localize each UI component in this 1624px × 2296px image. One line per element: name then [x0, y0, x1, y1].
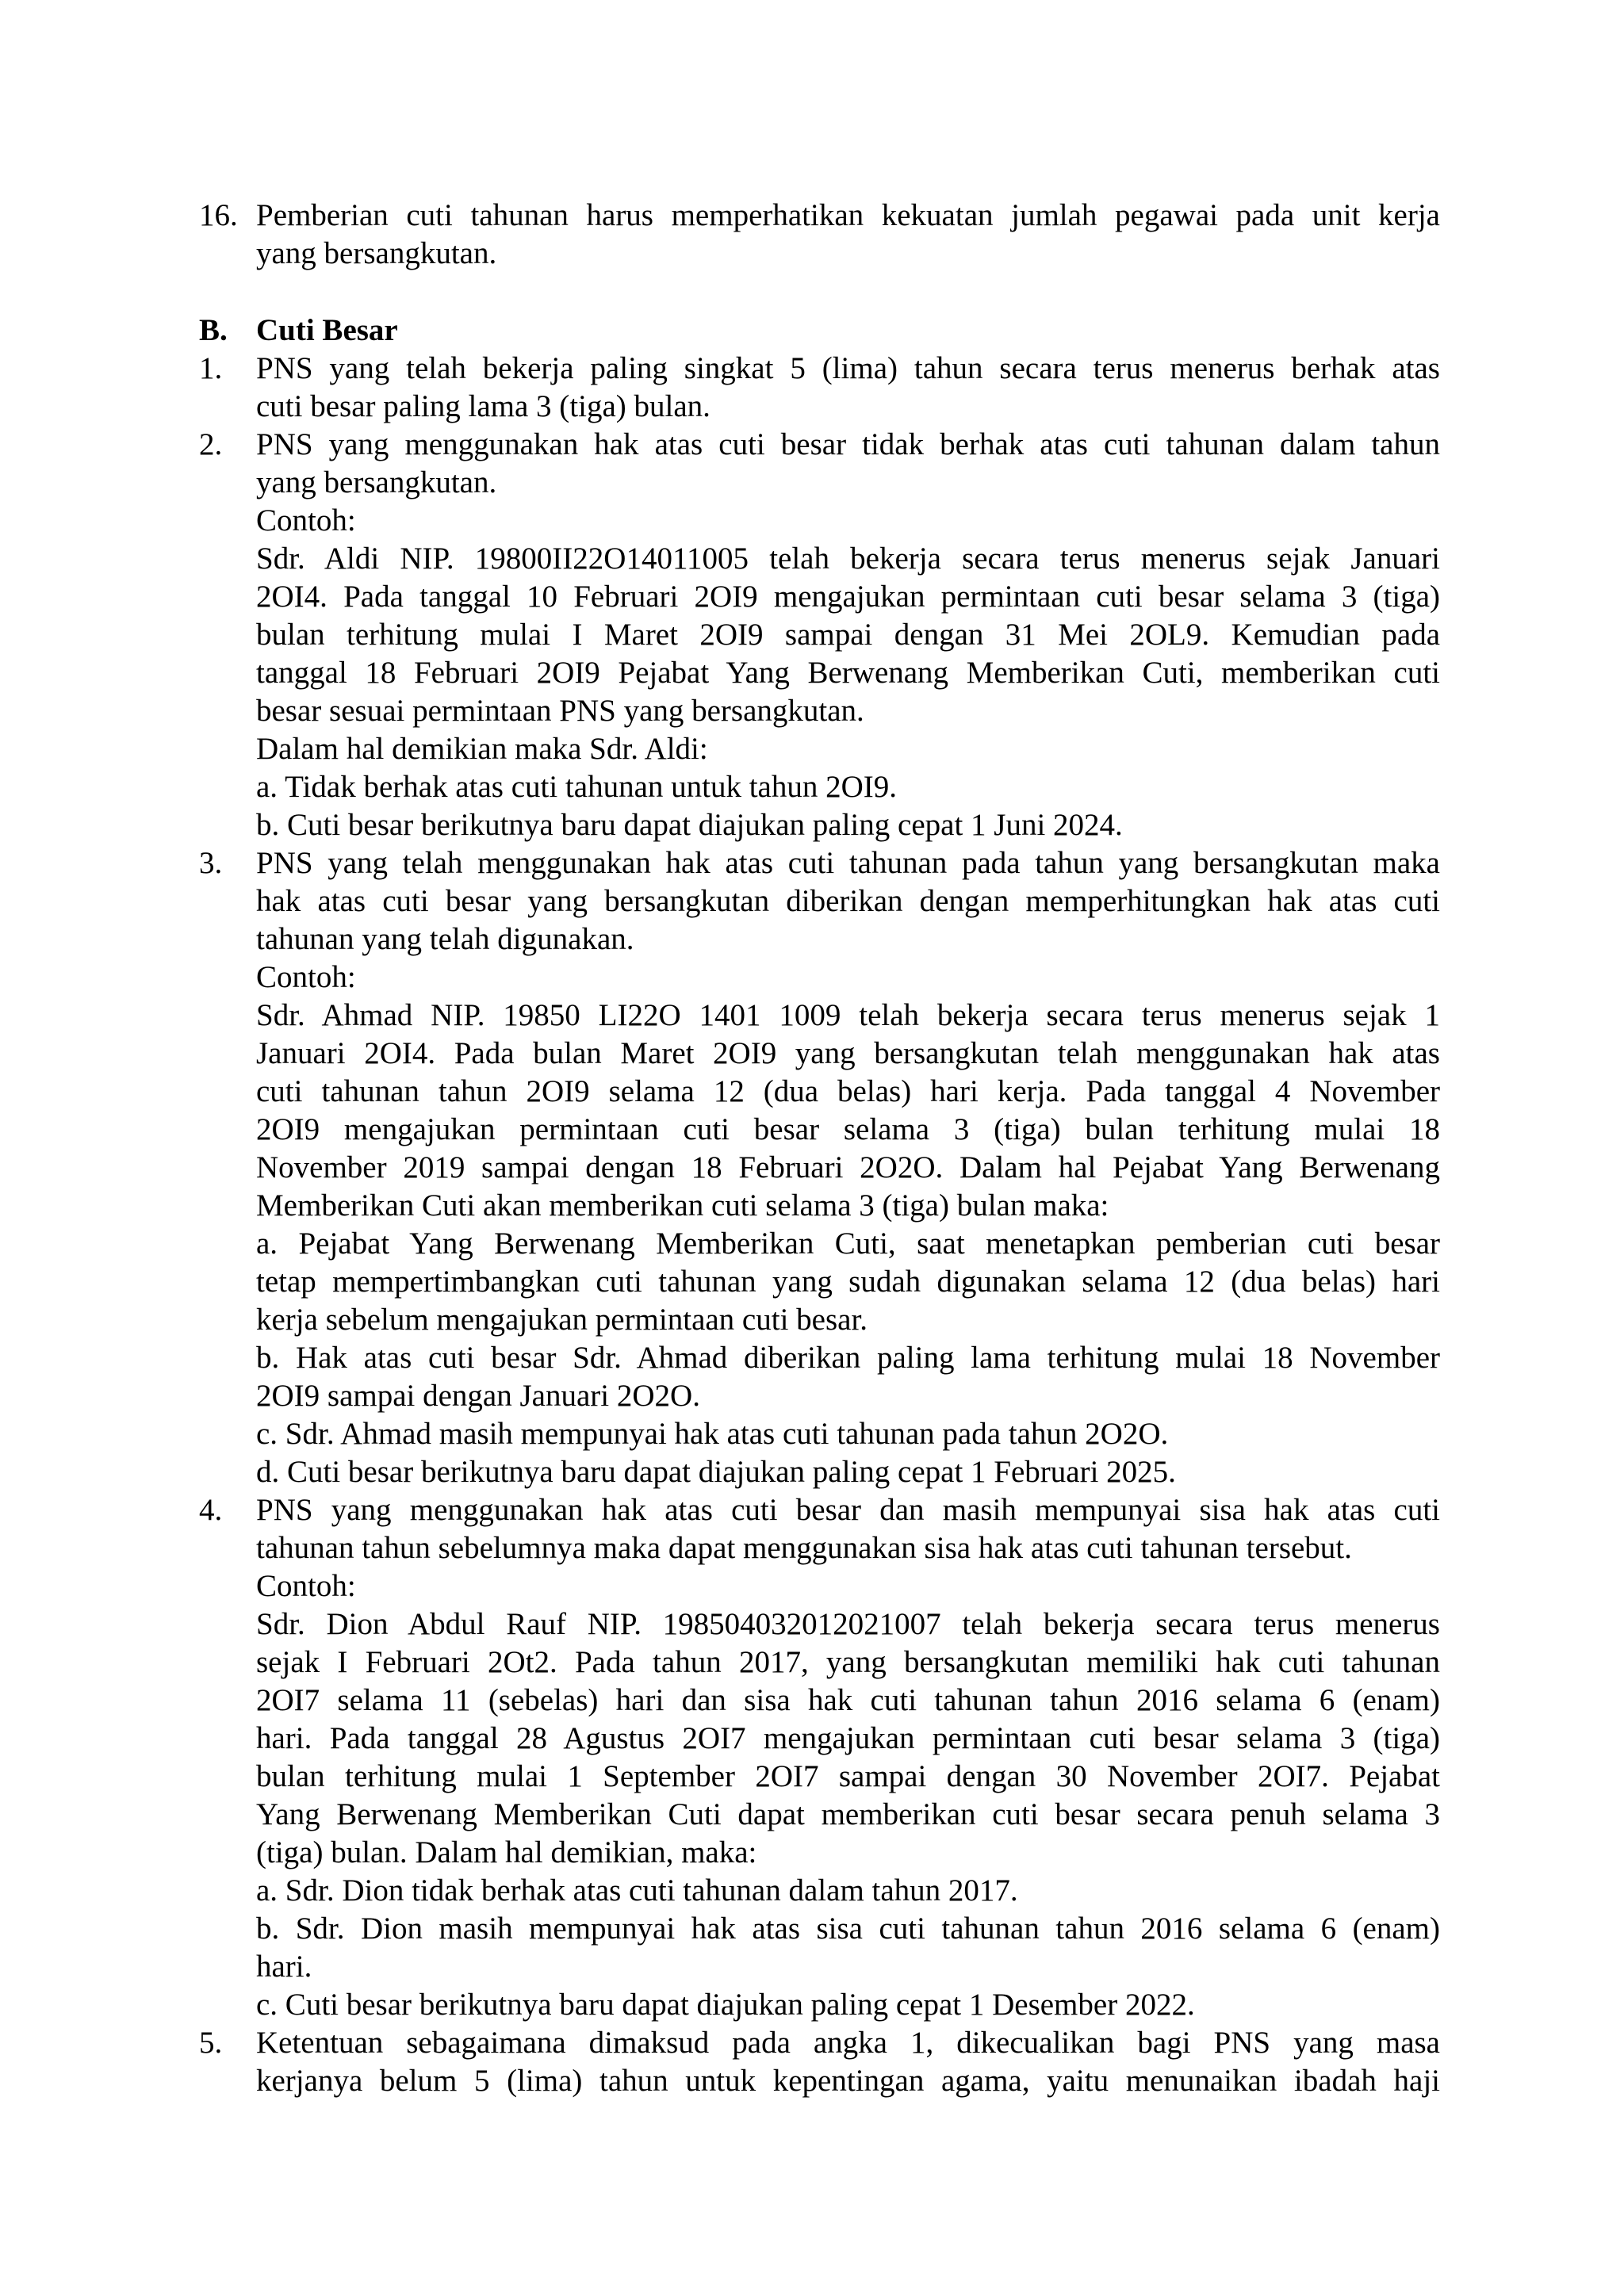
sub-item: 2OI9 sampai dengan Januari 2O2O.	[256, 1379, 700, 1413]
sub-item: c. Sdr. Ahmad masih mempunyai hak atas cuti tahunan pada tahun 2O2O.	[256, 1417, 1169, 1451]
example-line: Yang Berwenang Memberikan Cuti dapat memberikan cuti besar secara penuh selama 3	[256, 1797, 1440, 1831]
item-number: 1.	[199, 351, 223, 385]
example-line: 2OI7 selama 11 (sebelas) hari dan sisa hak cuti tahunan tahun 2016 selama 6 (enam)	[256, 1683, 1440, 1717]
example-line: November 2019 sampai dengan 18 Februari 2O2O. Dalam hal Pejabat Yang Berwenang	[256, 1150, 1440, 1184]
example-line: (tiga) bulan. Dalam hal demikian, maka:	[256, 1835, 757, 1869]
example-line: besar sesuai permintaan PNS yang bersangkutan.	[256, 694, 864, 728]
sub-item: b. Hak atas cuti besar Sdr. Ahmad diberikan paling lama terhitung mulai 18 November	[256, 1341, 1440, 1375]
example-line: hari. Pada tanggal 28 Agustus 2OI7 mengajukan permintaan cuti besar selama 3 (tiga)	[256, 1721, 1440, 1755]
sub-item: a. Tidak berhak atas cuti tahunan untuk tahun 2OI9.	[256, 770, 898, 804]
section-letter: B.	[199, 313, 228, 347]
sub-item: b. Sdr. Dion masih mempunyai hak atas sisa cuti tahunan tahun 2016 selama 6 (enam)	[256, 1911, 1440, 1946]
item-number: 16.	[199, 198, 238, 232]
sub-item: hari.	[256, 1950, 312, 1984]
paragraph-line: tahunan yang telah digunakan.	[256, 922, 634, 956]
example-line: 2OI9 mengajukan permintaan cuti besar selama 3 (tiga) bulan terhitung mulai 18	[256, 1112, 1440, 1146]
example-line: Januari 2OI4. Pada bulan Maret 2OI9 yang bersangkutan telah menggunakan hak atas	[256, 1036, 1440, 1070]
paragraph-line: PNS yang menggunakan hak atas cuti besar tidak berhak atas cuti tahunan dalam tahun	[256, 427, 1440, 461]
paragraph-line: Pemberian cuti tahunan harus memperhatikan kekuatan jumlah pegawai pada unit kerja	[256, 198, 1440, 232]
paragraph-line: yang bersangkutan.	[256, 236, 497, 270]
example-label: Contoh:	[256, 960, 356, 994]
item-number: 5.	[199, 2026, 223, 2060]
example-line: bulan terhitung mulai 1 September 2OI7 sampai dengan 30 November 2OI7. Pejabat	[256, 1759, 1440, 1793]
example-line: Sdr. Ahmad NIP. 19850 LI22O 1401 1009 telah bekerja secara terus menerus sejak 1	[256, 998, 1440, 1032]
sub-item: a. Pejabat Yang Berwenang Memberikan Cuti, saat menetapkan pemberian cuti besar	[256, 1226, 1440, 1261]
sub-item: c. Cuti besar berikutnya baru dapat diajukan paling cepat 1 Desember 2022.	[256, 1988, 1195, 2022]
item-number: 4.	[199, 1493, 223, 1527]
example-line: Memberikan Cuti akan memberikan cuti selama 3 (tiga) bulan maka:	[256, 1188, 1109, 1223]
paragraph-line: yang bersangkutan.	[256, 465, 497, 499]
paragraph-line: cuti besar paling lama 3 (tiga) bulan.	[256, 389, 710, 423]
example-line: Sdr. Dion Abdul Rauf NIP. 198504032012021007 telah bekerja secara terus menerus	[256, 1607, 1440, 1641]
example-line: bulan terhitung mulai I Maret 2OI9 sampai dengan 31 Mei 2OL9. Kemudian pada	[256, 618, 1440, 652]
sub-item: a. Sdr. Dion tidak berhak atas cuti tahunan dalam tahun 2017.	[256, 1873, 1018, 1908]
paragraph-line: PNS yang telah bekerja paling singkat 5 (lima) tahun secara terus menerus berhak atas	[256, 351, 1440, 385]
paragraph-line: Ketentuan sebagaimana dimaksud pada angka 1, dikecualikan bagi PNS yang masa	[256, 2026, 1440, 2060]
item-number: 3.	[199, 846, 223, 880]
example-line: sejak I Februari 2Ot2. Pada tahun 2017, yang bersangkutan memiliki hak cuti tahunan	[256, 1645, 1440, 1679]
sub-item: b. Cuti besar berikutnya baru dapat diajukan paling cepat 1 Juni 2024.	[256, 808, 1123, 842]
section-title: Cuti Besar	[256, 313, 398, 347]
paragraph-line: kerjanya belum 5 (lima) tahun untuk kepentingan agama, yaitu menunaikan ibadah haji	[256, 2064, 1440, 2098]
example-label: Contoh:	[256, 503, 356, 538]
example-label: Contoh:	[256, 1569, 356, 1603]
item-number: 2.	[199, 427, 223, 461]
sub-item: kerja sebelum mengajukan permintaan cuti besar.	[256, 1303, 868, 1337]
paragraph-line: PNS yang telah menggunakan hak atas cuti tahunan pada tahun yang bersangkutan maka	[256, 846, 1440, 880]
example-line: cuti tahunan tahun 2OI9 selama 12 (dua belas) hari kerja. Pada tanggal 4 November	[256, 1074, 1440, 1108]
paragraph-line: PNS yang menggunakan hak atas cuti besar dan masih mempunyai sisa hak atas cuti	[256, 1493, 1440, 1527]
example-line: 2OI4. Pada tanggal 10 Februari 2OI9 mengajukan permintaan cuti besar selama 3 (tiga)	[256, 580, 1440, 614]
paragraph-line: tahunan tahun sebelumnya maka dapat menggunakan sisa hak atas cuti tahunan tersebut.	[256, 1531, 1352, 1565]
example-line: tanggal 18 Februari 2OI9 Pejabat Yang Berwenang Memberikan Cuti, memberikan cuti	[256, 656, 1440, 690]
sub-item: tetap mempertimbangkan cuti tahunan yang sudah digunakan selama 12 (dua belas) hari	[256, 1265, 1440, 1299]
example-line: Dalam hal demikian maka Sdr. Aldi:	[256, 732, 708, 766]
example-line: Sdr. Aldi NIP. 19800II22O14011005 telah bekerja secara terus menerus sejak Januari	[256, 541, 1440, 576]
paragraph-line: hak atas cuti besar yang bersangkutan diberikan dengan memperhitungkan hak atas cuti	[256, 884, 1440, 918]
sub-item: d. Cuti besar berikutnya baru dapat diajukan paling cepat 1 Februari 2025.	[256, 1455, 1176, 1489]
